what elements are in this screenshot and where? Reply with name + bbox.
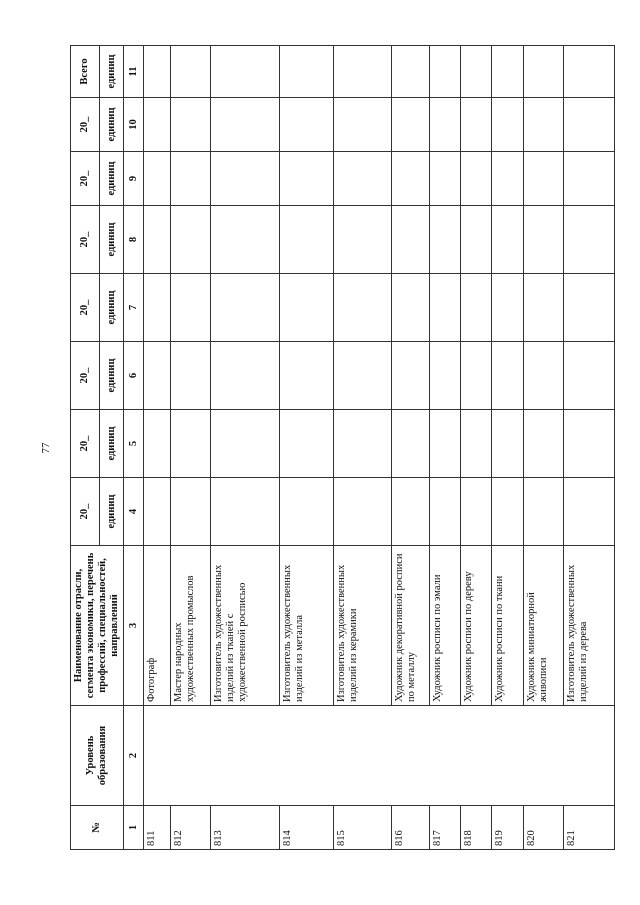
value-cell: [391, 478, 429, 546]
value-cell: [492, 98, 523, 152]
value-cell: [280, 410, 334, 478]
profession-name: Художник росписи по эмали: [429, 546, 460, 706]
value-cell: [492, 152, 523, 206]
value-cell: [333, 274, 391, 342]
value-cell: [280, 206, 334, 274]
value-cell: [391, 46, 429, 98]
header-year: 20_: [71, 478, 100, 546]
header-year: 20_: [71, 342, 100, 410]
value-cell: [391, 410, 429, 478]
value-cell: [563, 152, 614, 206]
value-cell: [429, 410, 460, 478]
value-cell: [461, 342, 492, 410]
value-cell: [171, 274, 211, 342]
value-cell: [391, 206, 429, 274]
profession-name: Изготовитель художественных изделий из тканей с художественной росписью: [211, 546, 280, 706]
value-cell: [523, 98, 563, 152]
value-cell: [461, 46, 492, 98]
profession-name: Художник росписи по ткани: [492, 546, 523, 706]
table-rotation-wrapper: [70, 46, 610, 850]
row-number: 811: [144, 806, 171, 850]
column-number: 10: [124, 98, 144, 152]
column-number: 5: [124, 410, 144, 478]
header-unit: единиц: [99, 98, 123, 152]
profession-name: Мастер народных художественных промыслов: [171, 546, 211, 706]
value-cell: [171, 410, 211, 478]
row-number: 819: [492, 806, 523, 850]
header-unit: единиц: [99, 152, 123, 206]
value-cell: [280, 152, 334, 206]
header-total: Всего: [71, 46, 100, 98]
value-cell: [280, 342, 334, 410]
value-cell: [429, 98, 460, 152]
value-cell: [563, 98, 614, 152]
value-cell: [563, 342, 614, 410]
page-number: 77: [40, 442, 52, 454]
value-cell: [429, 274, 460, 342]
profession-name: Изготовитель художественных изделий из дерева: [563, 546, 614, 706]
table-row: [144, 46, 171, 850]
education-level-cell: [144, 706, 615, 806]
value-cell: [333, 98, 391, 152]
value-cell: [171, 46, 211, 98]
column-number: 4: [124, 478, 144, 546]
header-year: 20_: [71, 98, 100, 152]
value-cell: [523, 152, 563, 206]
value-cell: [429, 46, 460, 98]
header-education-level: Уровень образования: [71, 706, 124, 806]
value-cell: [171, 152, 211, 206]
column-number: 11: [124, 46, 144, 98]
value-cell: [280, 478, 334, 546]
value-cell: [523, 410, 563, 478]
value-cell: [563, 46, 614, 98]
value-cell: [492, 478, 523, 546]
header-unit: единиц: [99, 410, 123, 478]
header-industry-name: Наименование отрасли, сегмента экономики, перечень профессий, специальностей, направлений: [71, 546, 124, 706]
column-number: 6: [124, 342, 144, 410]
value-cell: [391, 274, 429, 342]
value-cell: [429, 478, 460, 546]
value-cell: [391, 342, 429, 410]
value-cell: [211, 152, 280, 206]
value-cell: [280, 46, 334, 98]
row-number: 821: [563, 806, 614, 850]
value-cell: [211, 46, 280, 98]
column-number: 9: [124, 152, 144, 206]
value-cell: [492, 342, 523, 410]
value-cell: [280, 98, 334, 152]
value-cell: [171, 478, 211, 546]
value-cell: [461, 152, 492, 206]
value-cell: [563, 478, 614, 546]
value-cell: [144, 410, 171, 478]
value-cell: [461, 274, 492, 342]
value-cell: [492, 206, 523, 274]
value-cell: [280, 274, 334, 342]
value-cell: [333, 206, 391, 274]
header-number: №: [71, 806, 124, 850]
row-number: 818: [461, 806, 492, 850]
row-number: 813: [211, 806, 280, 850]
value-cell: [492, 274, 523, 342]
profession-name: Изготовитель художественных изделий из металла: [280, 546, 334, 706]
value-cell: [144, 478, 171, 546]
value-cell: [523, 206, 563, 274]
value-cell: [563, 274, 614, 342]
value-cell: [171, 206, 211, 274]
header-year: 20_: [71, 206, 100, 274]
value-cell: [461, 478, 492, 546]
column-number: 7: [124, 274, 144, 342]
row-number: 815: [333, 806, 391, 850]
value-cell: [333, 342, 391, 410]
row-number: 820: [523, 806, 563, 850]
value-cell: [563, 206, 614, 274]
row-number: 817: [429, 806, 460, 850]
value-cell: [144, 98, 171, 152]
header-unit: единиц: [99, 206, 123, 274]
profession-name: Художник декоративной росписи по металлу: [391, 546, 429, 706]
value-cell: [144, 342, 171, 410]
header-unit: единиц: [99, 46, 123, 98]
header-year: 20_: [71, 274, 100, 342]
value-cell: [211, 206, 280, 274]
value-cell: [391, 152, 429, 206]
value-cell: [461, 206, 492, 274]
value-cell: [429, 152, 460, 206]
profession-name: Художник росписи по дереву: [461, 546, 492, 706]
value-cell: [523, 274, 563, 342]
value-cell: [523, 46, 563, 98]
rotated-table-area: [70, 46, 610, 850]
value-cell: [429, 342, 460, 410]
header-unit: единиц: [99, 478, 123, 546]
value-cell: [563, 410, 614, 478]
column-number: 2: [124, 706, 144, 806]
header-year: 20_: [71, 152, 100, 206]
value-cell: [211, 478, 280, 546]
value-cell: [211, 274, 280, 342]
column-number: 8: [124, 206, 144, 274]
data-table: [70, 45, 615, 850]
value-cell: [333, 152, 391, 206]
column-number: 1: [124, 806, 144, 850]
value-cell: [333, 410, 391, 478]
profession-name: Изготовитель художественных изделий из керамики: [333, 546, 391, 706]
value-cell: [391, 98, 429, 152]
value-cell: [144, 274, 171, 342]
column-number: 3: [124, 546, 144, 706]
header-year: 20_: [71, 410, 100, 478]
value-cell: [211, 410, 280, 478]
profession-name: Фотограф: [144, 546, 171, 706]
value-cell: [144, 206, 171, 274]
value-cell: [429, 206, 460, 274]
header-unit: единиц: [99, 342, 123, 410]
value-cell: [492, 46, 523, 98]
value-cell: [144, 152, 171, 206]
value-cell: [211, 342, 280, 410]
value-cell: [333, 478, 391, 546]
value-cell: [333, 46, 391, 98]
value-cell: [171, 342, 211, 410]
value-cell: [492, 410, 523, 478]
value-cell: [171, 98, 211, 152]
value-cell: [461, 410, 492, 478]
row-number: 812: [171, 806, 211, 850]
value-cell: [211, 98, 280, 152]
value-cell: [461, 98, 492, 152]
value-cell: [523, 342, 563, 410]
row-number: 816: [391, 806, 429, 850]
profession-name: Художник миниатюрной живописи: [523, 546, 563, 706]
row-number: 814: [280, 806, 334, 850]
header-unit: единиц: [99, 274, 123, 342]
value-cell: [523, 478, 563, 546]
value-cell: [144, 46, 171, 98]
